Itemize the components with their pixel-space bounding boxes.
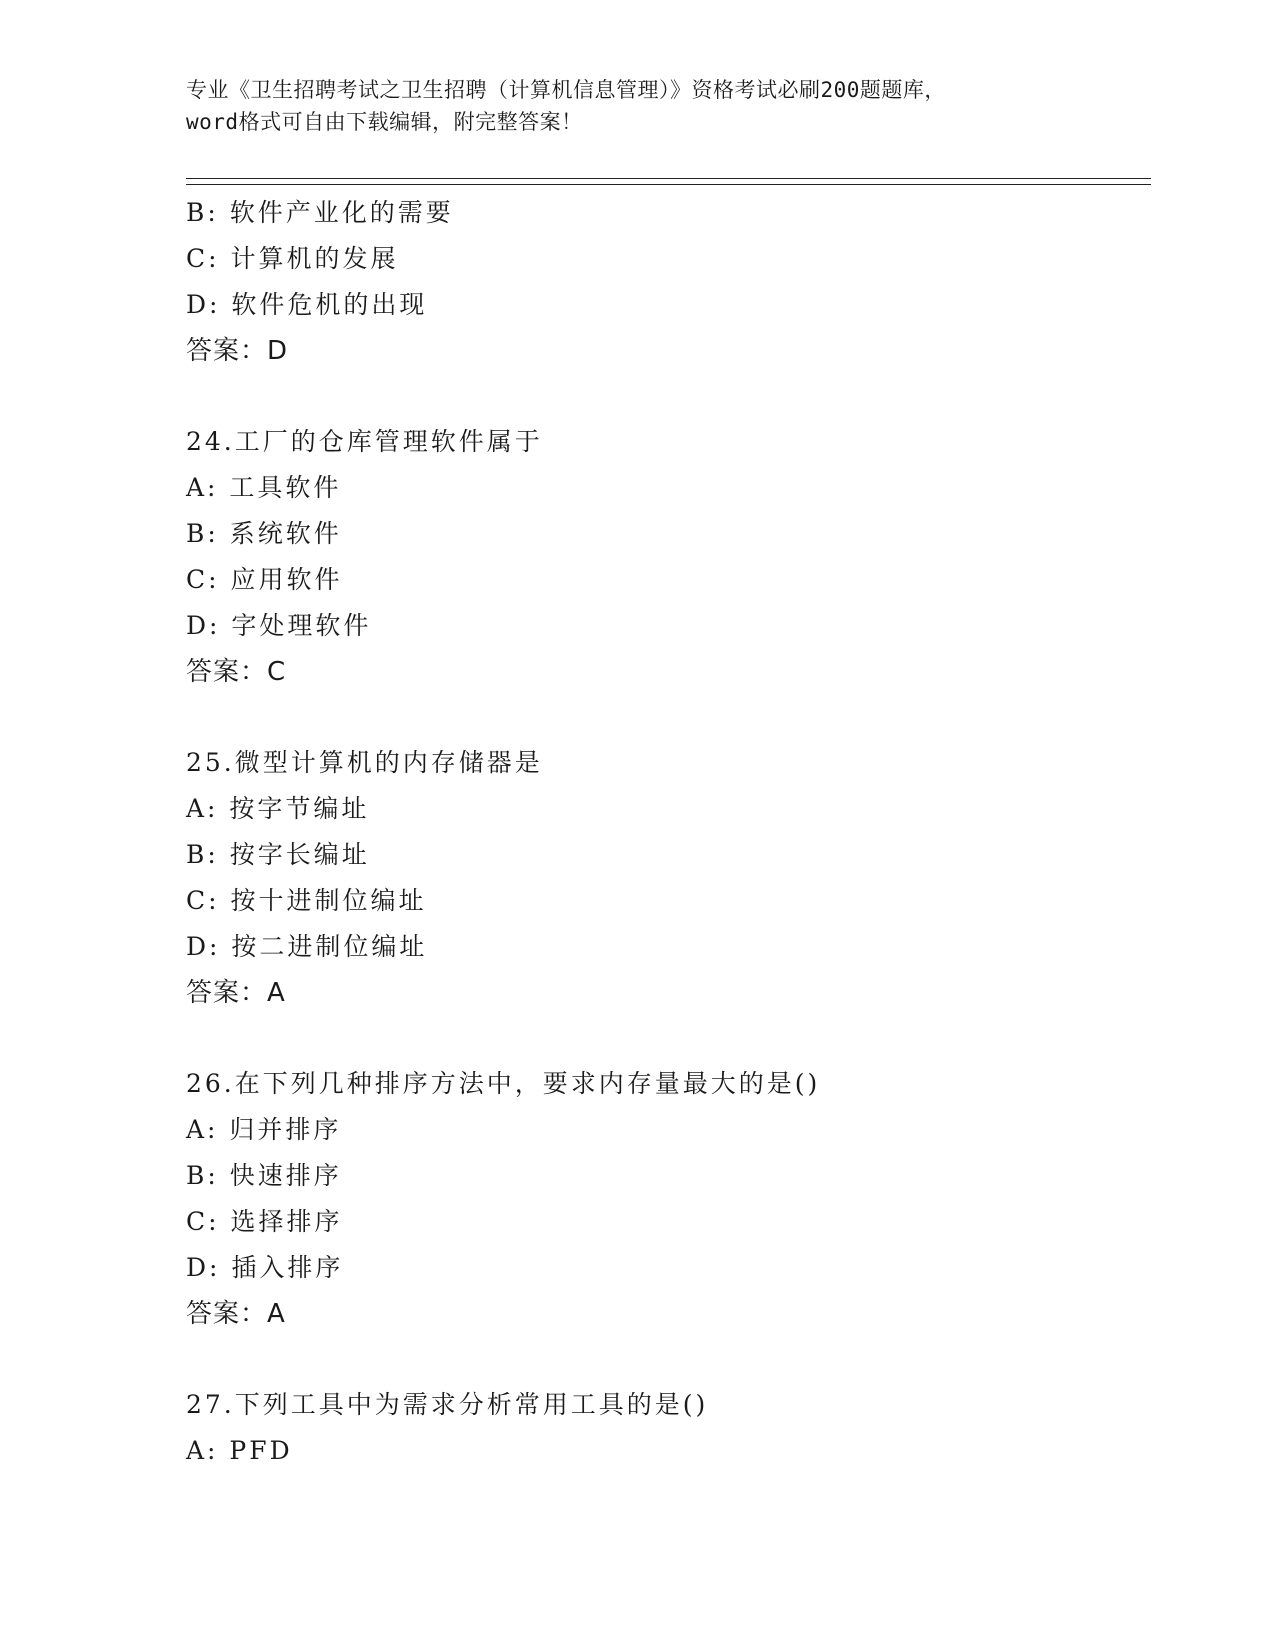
question-block-26 (186, 1061, 1146, 1337)
header-title-line-2: word格式可自由下载编辑，附完整答案！ (186, 110, 583, 134)
option-c: C: 应用软件 (186, 565, 343, 594)
document-header (186, 74, 1086, 138)
option-c: C: 计算机的发展 (186, 244, 399, 273)
option-d: D: 软件危机的出现 (186, 290, 428, 319)
option-b: B: 快速排序 (186, 1161, 342, 1190)
question-stem: 25.微型计算机的内存储器是 (186, 748, 543, 777)
option-b: B: 软件产业化的需要 (186, 198, 454, 227)
option-a: A: 工具软件 (186, 473, 342, 502)
question-block-24 (186, 419, 1146, 695)
option-c: C: 按十进制位编址 (186, 886, 427, 915)
header-title-line-1: 专业《卫生招聘考试之卫生招聘（计算机信息管理）》资格考试必刷200题题库， (186, 78, 946, 102)
option-b: B: 按字长编址 (186, 840, 370, 869)
spacer (186, 1337, 1146, 1382)
answer-line: 答案：D (186, 336, 289, 366)
spacer (186, 374, 1146, 419)
question-stem: 27.下列工具中为需求分析常用工具的是() (186, 1390, 709, 1419)
question-list (186, 190, 1146, 1474)
option-d: D: 插入排序 (186, 1253, 344, 1282)
question-block-25 (186, 740, 1146, 1016)
option-d: D: 按二进制位编址 (186, 932, 428, 961)
answer-line: 答案：A (186, 1299, 286, 1329)
option-a: A: PFD (186, 1436, 293, 1465)
option-a: A: 按字节编址 (186, 794, 370, 823)
question-block-continued (186, 190, 1146, 374)
question-block-27 (186, 1382, 1146, 1474)
option-a: A: 归并排序 (186, 1115, 342, 1144)
header-divider-bottom (186, 184, 1151, 185)
answer-line: 答案：C (186, 657, 287, 687)
option-c: C: 选择排序 (186, 1207, 343, 1236)
spacer (186, 1016, 1146, 1061)
answer-line: 答案：A (186, 978, 286, 1008)
header-divider-top (186, 178, 1151, 179)
question-stem: 26.在下列几种排序方法中，要求内存量最大的是() (186, 1069, 821, 1098)
spacer (186, 695, 1146, 740)
option-d: D: 字处理软件 (186, 611, 372, 640)
question-stem: 24.工厂的仓库管理软件属于 (186, 427, 543, 456)
option-b: B: 系统软件 (186, 519, 342, 548)
